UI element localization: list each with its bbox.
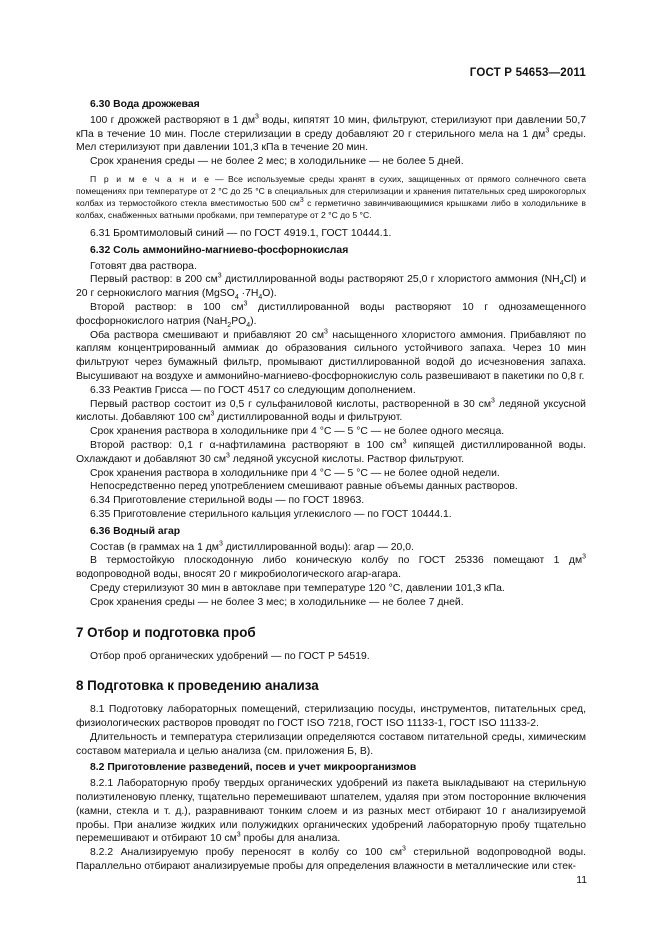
note-text: — Все используемые среды хранят в сухих, защищенных от прямого солнечного света помещениях при температуре от 2 °С до 25 °С в специальных для стерилизации и хранения питательных сред широкогорлых колбах из термостойкого стекла вместимостью 500 $см^3$ с герметично завинчивающимися крышками либо в холодильнике в колбах, снабженных ватными пробками, при температуре от 2 °С до 5 °С. xyxy=(76,173,586,220)
section-heading: 8 Подготовка к проведению анализа xyxy=(76,678,319,694)
paragraph: Первый раствор: в 200 $см^3$ дистиллированной воды растворяют 25,0 г хлористого аммония $(NH_4Cl)$ и 20 г сернокислого магния (MgSO$_4$ $\cdot 7H_4O$). xyxy=(76,272,587,302)
paragraph: Оба раствора смешивают и прибавляют 20 $см^3$ насыщенного хлористого аммония. Прибавляют по каплям концентрированный аммиак до образования сильного устойчивого запаха. Через 10 мин фильтруют через бумажный фильтр, промывают дистиллированной водой до исчезновения запаха. Высушивают на воздухе и аммонийно-магниево-фосфорнокислую соль развешивают в пакетики по 0,8 г. xyxy=(76,328,586,382)
subsection-heading: 6.30 Вода дрожжевая xyxy=(90,99,200,110)
paragraph: 6.31 Бромтимоловый синий — по ГОСТ 4919.1, ГОСТ 10444.1. xyxy=(90,227,392,239)
paragraph: 100 г дрожжей растворяют в 1 $дм^3$ воды, кипятят 10 мин, фильтруют, стерилизуют при давлении 50,7 кПа в течение 10 мин. После стерилизации в среду добавляют 20 г стерильного мела на 1 $дм^3$ среды. Мел стерилизуют при давлении 101,3 кПа в течение 20 мин. xyxy=(76,113,586,154)
paragraph: Второй раствор: 0,1 г α-нафтиламина растворяют в 100 $см^3$ кипящей дистиллированной воды. Охлаждают и добавляют 30 $см^3$ ледяной уксусной кислоты. Раствор фильтруют. xyxy=(76,438,586,465)
section-heading: 7 Отбор и подготовка проб xyxy=(76,624,256,640)
paragraph: 6.35 Приготовление стерильного кальция углекислого — по ГОСТ 10444.1. xyxy=(90,508,452,520)
paragraph: Готовят два раствора. xyxy=(90,260,197,272)
paragraph: Срок хранения раствора в холодильнике при 4 °С — 5 °С — не более одного месяца. xyxy=(90,426,505,438)
paragraph: Непосредственно перед употреблением смешивают равные объемы данных растворов. xyxy=(90,481,518,493)
subsection-heading: 6.36 Водный агар xyxy=(90,525,181,537)
paragraph: Первый раствор состоит из 0,5 г сульфаниловой кислоты, растворенной в 30 $см^3$ ледяной уксусной кислоты. Добавляют 100 $см^3$ дистиллированной воды и фильтруют. xyxy=(76,397,586,424)
paragraph: 8.2.1 Лабораторную пробу твердых органических удобрений из пакета выкладывают на стерильную полиэтиленовую пленку, тщательно перемешивают шпателем, удаляя при этом посторонние включения (камни, стекла и т. д.), разравнивают тонким слоем и из разных мест отбирают 10 г анализируемой пробы. При анализе жидких или полужидких органических удобрений лабораторную пробу тщательно перемешивают и отбирают 10 $см^3$ пробы для анализа. xyxy=(76,778,586,845)
subsection-heading: 6.32 Соль аммонийно-магниево-фосфорнокислая xyxy=(90,244,349,256)
paragraph: Отбор проб органических удобрений — по ГОСТ Р 54519. xyxy=(90,650,370,662)
paragraph: 8.2.2 Анализируемую пробу переносят в колбу со 100 $см^3$ стерильной водопроводной воды. Параллельно отбирают анализируемые пробы для определения влажности в металлические или стек- xyxy=(76,845,586,873)
paragraph: 6.34 Приготовление стерильной воды — по ГОСТ 18963. xyxy=(90,495,365,507)
paragraph: Срок хранения раствора в холодильнике при 4 °С — 5 °С — не более одной недели. xyxy=(90,467,500,479)
paragraph: Второй раствор: в 100 $см^3$ дистиллированной воды растворяют 10 г однозамещенного фосфорнокислого натрия $(NaH_2PO_4)$. xyxy=(76,300,586,329)
subsection-heading: 8.2 Приготовление разведений, посев и учет микроорганизмов xyxy=(90,762,417,774)
document-header: ГОСТ Р 54653—2011 xyxy=(469,67,586,79)
paragraph: Состав (в граммах на 1 $дм^3$ дистиллированной воды): агар — 20,0. xyxy=(90,540,414,553)
page-number: 11 xyxy=(576,875,587,886)
paragraph: Длительность и температура стерилизации определяются составом питательной среды, химическим составом материала и целью анализа (см. приложения Б, В). xyxy=(76,731,586,757)
paragraph: В термостойкую плоскодонную либо коническую колбу по ГОСТ 25336 помещают 1 $дм^3$ водопроводной воды, вносят 20 г микробиологического агар-агара. xyxy=(76,553,586,581)
paragraph: Среду стерилизуют 30 мин в автоклаве при температуре 120 °С, давлении 101,3 кПа. xyxy=(90,582,505,594)
paragraph: Срок хранения среды — не более 3 мес; в холодильнике — не более 7 дней. xyxy=(90,596,464,608)
note-label: П р и м е ч а н и е xyxy=(90,173,211,184)
document-body xyxy=(76,95,586,874)
paragraph: 6.33 Реактив Грисса — по ГОСТ 4517 со следующим дополнением. xyxy=(90,384,416,396)
note-paragraph xyxy=(76,173,586,221)
paragraph: Срок хранения среды — не более 2 мес; в холодильнике — не более 5 дней. xyxy=(90,156,464,168)
paragraph: 8.1 Подготовку лабораторных помещений, стерилизацию посуды, инструментов, питательных сред, физиологических растворов проводят по ГОСТ ISO 7218, ГОСТ ISO 11133-1, ГОСТ ISO 11133-2. xyxy=(76,704,586,730)
